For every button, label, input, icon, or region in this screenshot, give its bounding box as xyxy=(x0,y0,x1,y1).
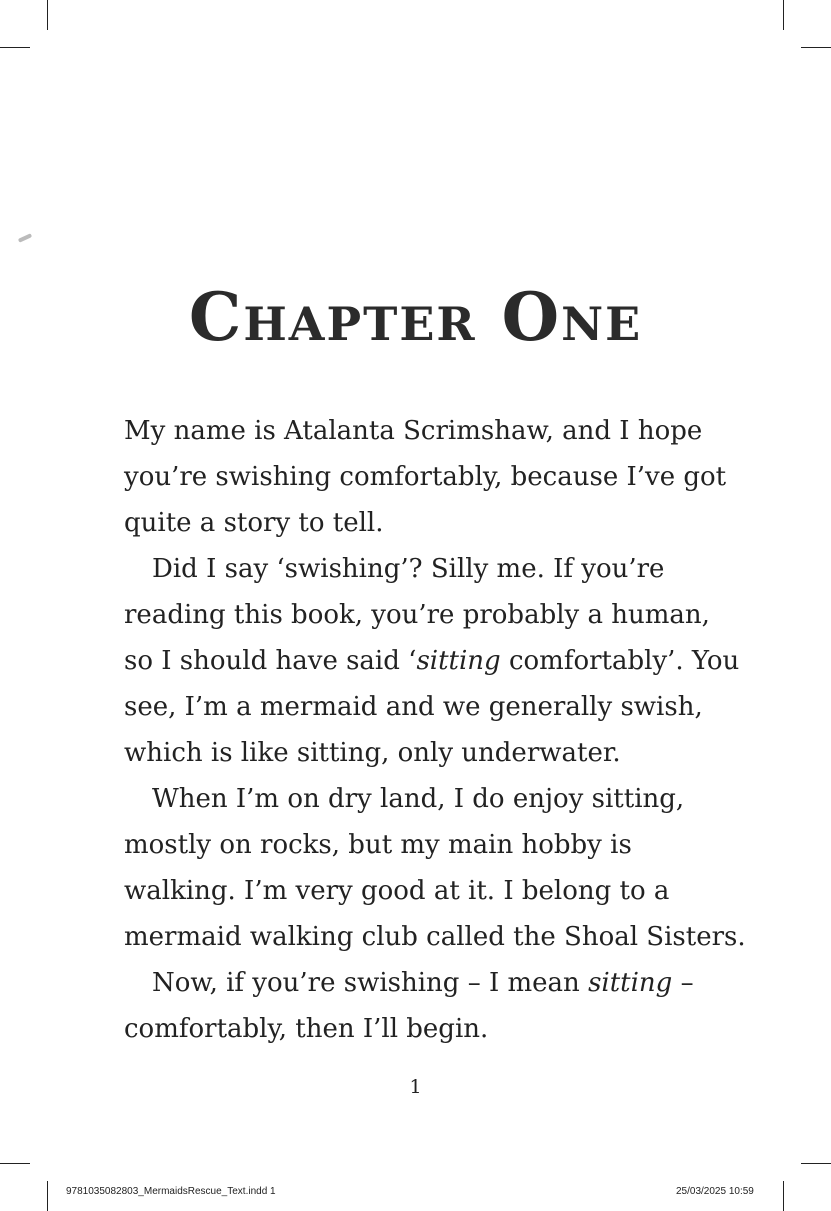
text-run: Now, if you’re swishing – I mean xyxy=(152,968,589,998)
text-line xyxy=(124,500,724,546)
text-run: which is like sitting, only underwater. xyxy=(124,738,621,768)
text-line xyxy=(124,868,724,914)
text-run: see, I’m a mermaid and we generally swish, xyxy=(124,692,703,722)
italic-text: sitting xyxy=(588,968,673,998)
crop-mark-bottom-right xyxy=(783,1181,784,1211)
scan-smudge xyxy=(18,233,32,243)
text-line xyxy=(124,776,724,822)
text-run: Did I say ‘swishing’? Silly me. If you’re xyxy=(152,554,665,584)
text-line xyxy=(124,408,724,454)
text-run: My name is Atalanta Scrimshaw, and I hope xyxy=(124,416,703,446)
text-line xyxy=(124,914,746,960)
text-line xyxy=(124,684,724,730)
text-line xyxy=(124,730,724,776)
text-line xyxy=(124,822,724,868)
crop-mark-bottom-right-h xyxy=(801,1163,831,1164)
page-number: 1 xyxy=(409,1076,422,1098)
text-run: comfortably’. You xyxy=(500,646,740,676)
crop-mark-top-left-h xyxy=(0,47,30,48)
text-line xyxy=(124,1006,724,1052)
text-run: quite a story to tell. xyxy=(124,508,384,538)
crop-mark-top-right-h xyxy=(801,47,831,48)
text-run: mostly on rocks, but my main hobby is xyxy=(124,830,632,860)
text-run: When I’m on dry land, I do enjoy sitting, xyxy=(152,784,685,814)
text-line xyxy=(124,638,740,684)
crop-mark-top-right xyxy=(783,0,784,30)
crop-mark-bottom-left-h xyxy=(0,1163,30,1164)
text-run: mermaid walking club called the Shoal Sisters. xyxy=(124,922,746,952)
text-line xyxy=(124,546,724,592)
crop-mark-bottom-left xyxy=(47,1181,48,1211)
text-line xyxy=(124,960,724,1006)
text-run: walking. I’m very good at it. I belong to a xyxy=(124,876,670,906)
text-line xyxy=(124,454,727,500)
text-run: comfortably, then I’ll begin. xyxy=(124,1014,489,1044)
text-run: reading this book, you’re probably a human, xyxy=(124,600,710,630)
slug-file: 9781035082803_MermaidsRescue_Text.indd 1 xyxy=(66,1186,276,1197)
text-run: so I should have said ‘ xyxy=(124,646,417,676)
slug-datetime: 25/03/2025 10:59 xyxy=(676,1186,754,1197)
chapter-title: Chapter One xyxy=(188,278,643,357)
text-line xyxy=(124,592,724,638)
text-run: you’re swishing comfortably, because I’ve got xyxy=(124,462,727,492)
body-text xyxy=(124,408,746,1052)
text-run: – xyxy=(672,968,694,998)
crop-mark-top-left xyxy=(47,0,48,30)
italic-text: sitting xyxy=(416,646,501,676)
